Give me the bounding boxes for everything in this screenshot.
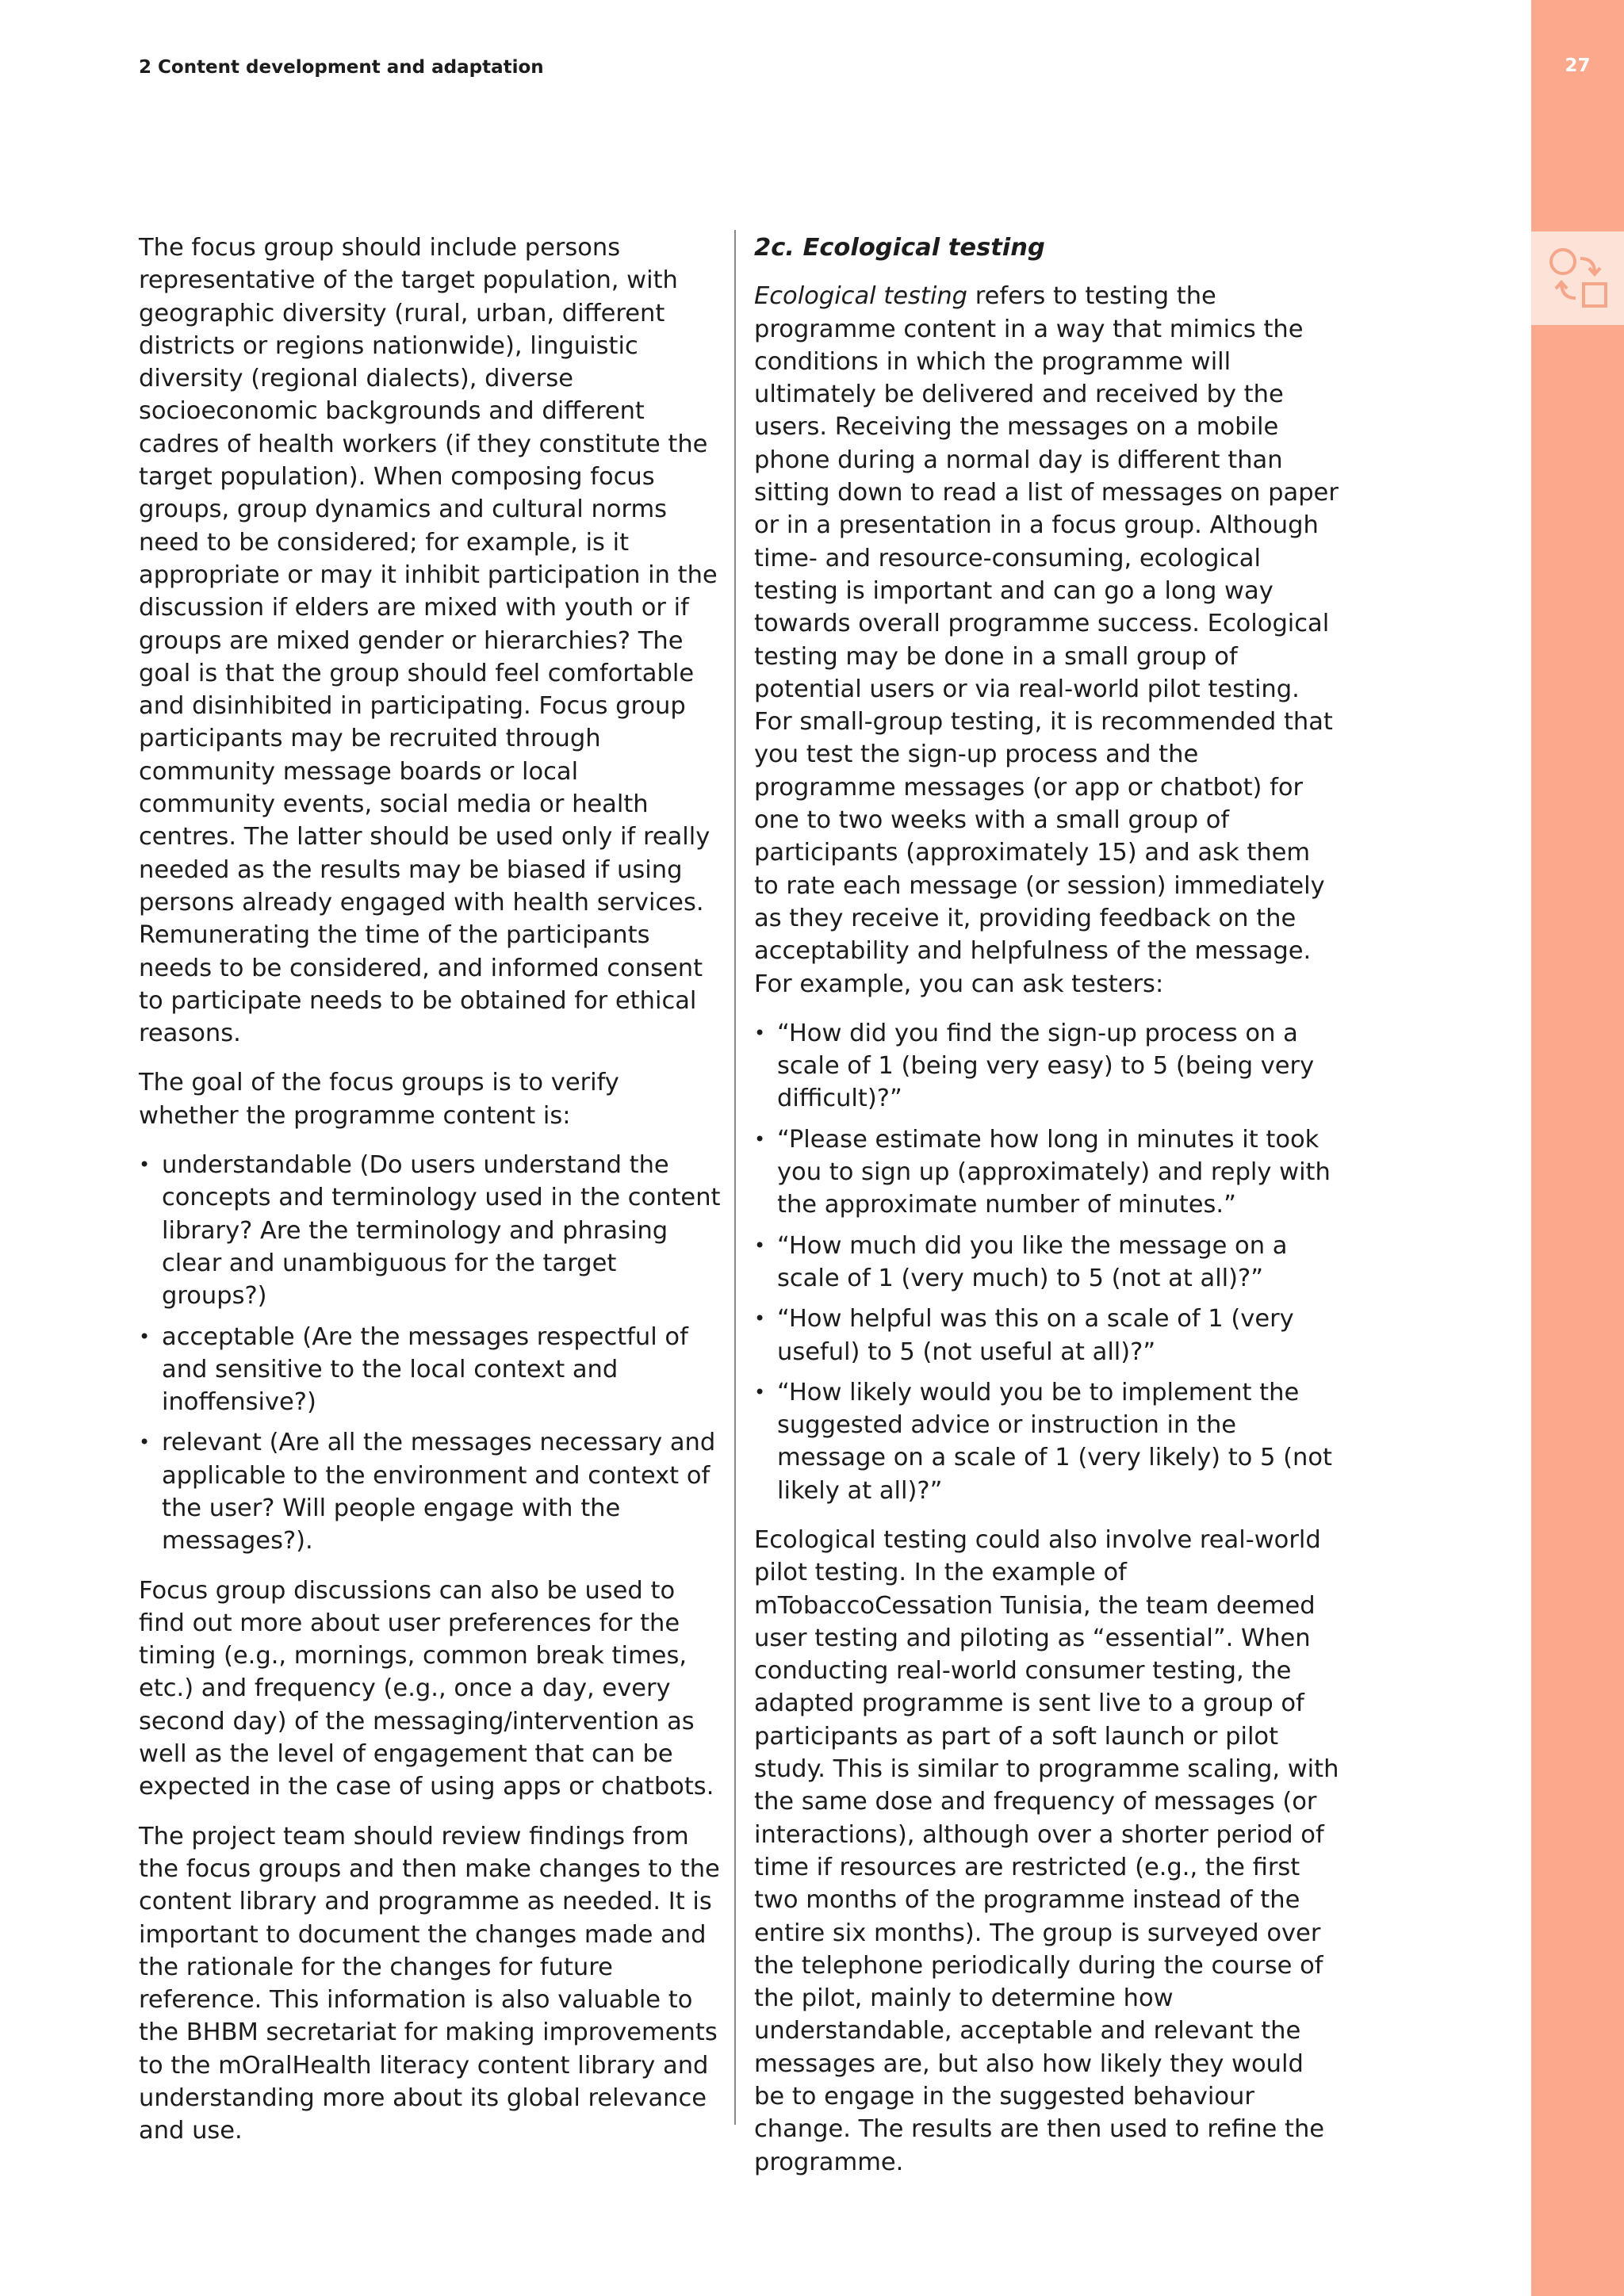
section-heading: 2c. Ecological testing [754, 234, 1045, 262]
running-header: 2 Content development and adaptation [139, 57, 544, 78]
list-item: • “How helpful was this on a scale of 1 (very useful) to 5 (not useful at all)?” [754, 1303, 1341, 1368]
right-column [754, 232, 1341, 2195]
paragraph-text: refers to testing the programme content in a way that mimics the conditions in which the programme will ultimately be delivered and received by the users. Receiving the messages on a mobile phone during a normal day is different than sitting down to read a list of messages on paper or in a presentation in a focus group. Although time- and resource-consuming, ecological testing is important and can go a long way towards overall programme success. Ecological testing may be done in a small group of potential users or via real-world pilot testing. For small-group testing, it is recommended that you test the sign-up process and the programme messages (or app or chatbot) for one to two weeks with a small group of participants (approximately 15) and ask them to rate each message (or session) immediately as they receive it, providing feedback on the acceptability and helpfulness of the message. For example, you can ask testers: [754, 282, 1339, 998]
tester-questions-list [754, 1017, 1341, 1507]
page-number: 27 [1565, 55, 1591, 76]
paragraph: The focus group should include persons representative of the target population, with geographic diversity (rural, urban, different districts or regions nationwide), linguistic diversity (regional dialects), diverse socioeconomic backgrounds and different cadres of health workers (if they constitute the target population). When composing focus groups, group dynamics and cultural norms need to be considered; for example, is it appropriate or may it inhibit participation in the discussion if elders are mixed with youth or if groups are mixed gender or hierarchies? The goal is that the group should feel comfortable and disinhibited in participating. Focus group participants may be recruited through community message boards or local community events, social media or health centres. The latter should be used only if really needed as the results may be biased if using persons already engaged with health services. Remunerating the time of the participants needs to be considered, and informed consent to participate needs to be obtained for ethical reasons. [139, 234, 718, 1048]
page-sidebar [1531, 0, 1624, 2296]
criteria-list [139, 1149, 722, 1558]
section-icon-box [1531, 232, 1624, 325]
shapes-transform-icon [1545, 244, 1611, 312]
paragraph: The goal of the focus groups is to verify whether the programme content is: [139, 1069, 619, 1130]
left-column [139, 232, 722, 2164]
list-item: • “How did you find the sign-up process on a scale of 1 (being very easy) to 5 (being very difficult)?” [754, 1017, 1341, 1115]
term-emphasis: Ecological testing [754, 282, 968, 311]
paragraph: The project team should review findings from the focus groups and then make changes to the content library and programme as needed. It is important to document the changes made and the rationale for the changes for future reference. This information is also valuable to the BHBM secretariat for making improvements to the mOralHealth literacy content library and understanding more about its global relevance and use. [139, 1822, 720, 2145]
paragraph [754, 280, 1341, 1001]
list-item: • acceptable (Are the messages respectful of and sensitive to the local context and inoffensive?) [139, 1321, 722, 1419]
list-item: • “Please estimate how long in minutes it took you to sign up (approximately) and reply with the approximate number of minutes.” [754, 1123, 1341, 1222]
paragraph: Ecological testing could also involve real-world pilot testing. In the example of mTobaccoCessation Tunisia, the team deemed user testing and piloting as “essential”. When conducting real-world consumer testing, the adapted programme is sent live to a group of participants as part of a soft launch or pilot study. This is similar to programme scaling, with the same dose and frequency of messages (or interactions), although over a shorter period of time if resources are restricted (e.g., the first two months of the programme instead of the entire six months). The group is surveyed over the telephone periodically during the course of the pilot, mainly to determine how understandable, acceptable and relevant the messages are, but also how likely they would be to engage in the suggested behaviour change. The results are then used to refine the programme. [754, 1525, 1339, 2176]
list-item: • relevant (Are all the messages necessary and applicable to the environment and context of the user? Will people engage with the messages?). [139, 1426, 722, 1557]
column-divider [734, 230, 736, 2125]
paragraph: Focus group discussions can also be used to find out more about user preferences for the timing (e.g., mornings, common break times, etc.) and frequency (e.g., once a day, every second day) of the messaging/intervention as well as the level of engagement that can be expected in the case of using apps or chatbots. [139, 1576, 714, 1801]
list-item: • understandable (Do users understand the concepts and terminology used in the content library? Are the terminology and phrasing clear and unambiguous for the target groups?) [139, 1149, 722, 1312]
list-item: • “How much did you like the message on a scale of 1 (very much) to 5 (not at all)?” [754, 1230, 1341, 1295]
list-item: • “How likely would you be to implement the suggested advice or instruction in the message on a scale of 1 (very likely) to 5 (not likely at all)?” [754, 1376, 1341, 1507]
